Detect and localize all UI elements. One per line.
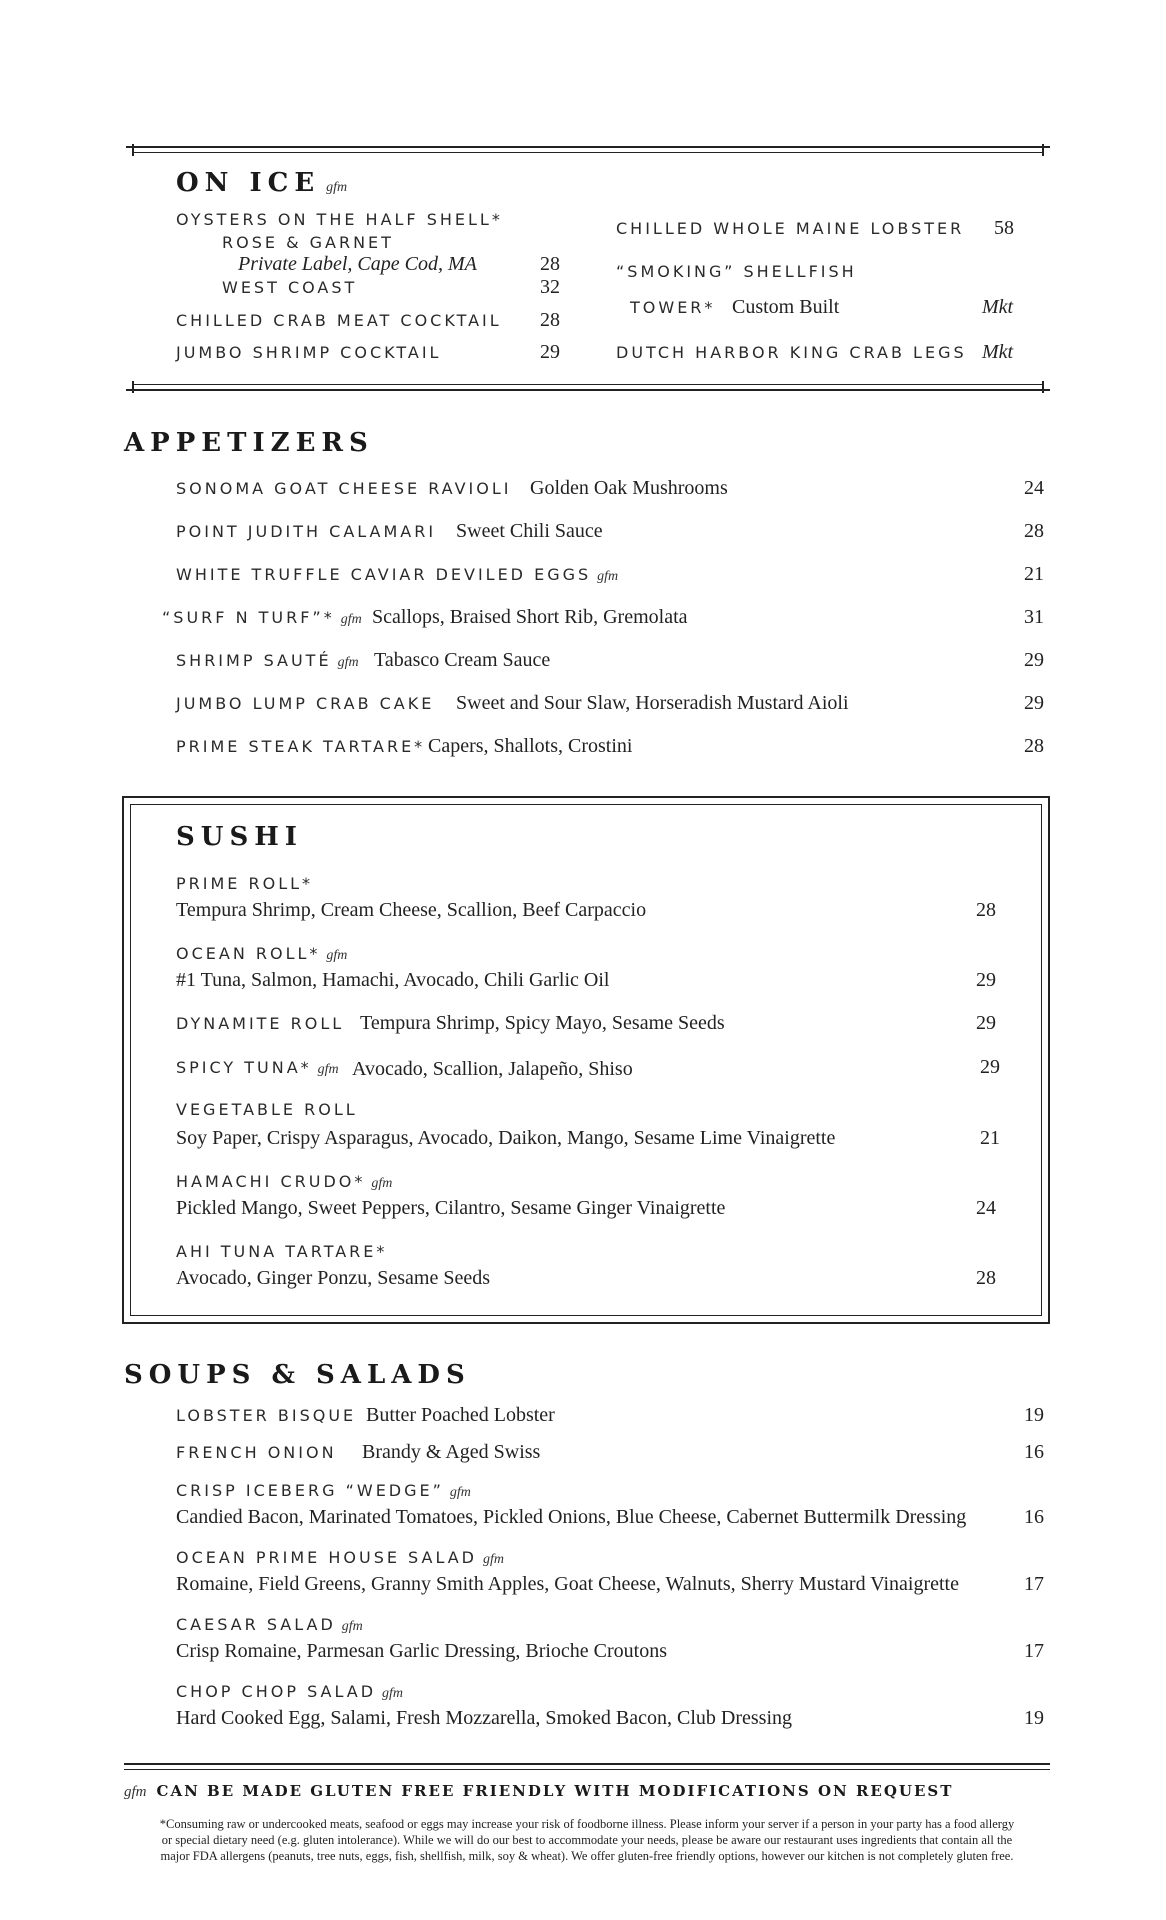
appetizer-name-text: POINT JUDITH CALAMARI (176, 522, 437, 541)
sushi-name (176, 1242, 387, 1261)
soup-salad-price: 16 (1024, 1441, 1044, 1463)
appetizer-desc: Scallops, Braised Short Rib, Gremolata (372, 606, 688, 628)
sushi-name (176, 944, 347, 964)
soup-salad-name (176, 1406, 356, 1425)
soup-salad-name (176, 1481, 471, 1501)
on-ice-top-right-tick (1042, 144, 1044, 156)
gfm-mark: gfm (326, 948, 348, 963)
appetizer-desc: Sweet Chili Sauce (456, 520, 603, 542)
soup-salad-name (176, 1548, 504, 1568)
sushi-name-text: PRIME ROLL* (176, 874, 314, 893)
soup-salad-name-text: FRENCH ONION (176, 1443, 337, 1462)
gfm-mark: gfm (597, 569, 619, 584)
soup-salad-desc: Crisp Romaine, Parmesan Garlic Dressing, Brioche Croutons (176, 1640, 668, 1662)
sushi-desc: #1 Tuna, Salmon, Hamachi, Avocado, Chili Garlic Oil (176, 969, 610, 991)
appetizer-desc: Golden Oak Mushrooms (530, 477, 728, 499)
sushi-price: 28 (976, 899, 996, 921)
soup-salad-name-text: CRISP ICEBERG “WEDGE” (176, 1481, 444, 1500)
tower-name-line1: “SMOKING” SHELLFISH (616, 262, 857, 281)
sushi-name-text: VEGETABLE ROLL (176, 1100, 358, 1119)
gfm-mark: gfm (326, 180, 348, 195)
gfm-mark: gfm (124, 1784, 147, 1800)
lobster-name: CHILLED WHOLE MAINE LOBSTER (616, 219, 965, 238)
tower-desc: Custom Built (732, 296, 840, 318)
appetizer-price: 28 (1024, 520, 1044, 542)
appetizer-name-text: PRIME STEAK TARTARE* (176, 737, 426, 756)
king-crab-price: Mkt (982, 341, 1014, 363)
gfm-notice (124, 1782, 953, 1801)
appetizer-price: 31 (1024, 606, 1044, 628)
soup-salad-desc: Candied Bacon, Marinated Tomatoes, Pickled Onions, Blue Cheese, Cabernet Buttermilk Dressing (176, 1506, 967, 1528)
soup-salad-name (176, 1682, 403, 1702)
on-ice-bottom-rule (126, 389, 1050, 391)
sushi-name-text: AHI TUNA TARTARE* (176, 1242, 388, 1261)
appetizer-price: 28 (1024, 735, 1044, 757)
gfm-notice-text: CAN BE MADE GLUTEN FREE FRIENDLY WITH MODIFICATIONS ON REQUEST (156, 1782, 954, 1800)
appetizer-name (176, 565, 618, 585)
appetizer-name-text: SHRIMP SAUTÉ (176, 651, 332, 670)
crab-cocktail-name: CHILLED CRAB MEAT COCKTAIL (176, 311, 502, 330)
sushi-price: 29 (976, 969, 996, 991)
appetizer-name-text: “SURF N TURF”* (162, 608, 335, 627)
sushi-desc: Tempura Shrimp, Cream Cheese, Scallion, Beef Carpaccio (176, 899, 647, 921)
sushi-name-text: SPICY TUNA* (176, 1058, 312, 1077)
sushi-name-text: HAMACHI CRUDO* (176, 1172, 366, 1191)
appetizer-name (162, 608, 362, 628)
sushi-price: 28 (976, 1267, 996, 1289)
sushi-desc: Avocado, Ginger Ponzu, Sesame Seeds (176, 1267, 491, 1289)
appetizer-name (176, 737, 425, 756)
soup-salad-name-text: CAESAR SALAD (176, 1615, 336, 1634)
on-ice-top-rule (126, 146, 1050, 148)
appetizer-name-text: SONOMA GOAT CHEESE RAVIOLI (176, 479, 512, 498)
appetizer-name-text: JUMBO LUMP CRAB CAKE (176, 694, 435, 713)
gfm-mark: gfm (483, 1552, 504, 1567)
appetizer-name (176, 479, 511, 498)
king-crab-name: DUTCH HARBOR KING CRAB LEGS (616, 343, 967, 362)
sushi-desc: Soy Paper, Crispy Asparagus, Avocado, Daikon, Mango, Sesame Lime Vinaigrette (176, 1127, 836, 1149)
soup-salad-name-text: LOBSTER BISQUE (176, 1406, 357, 1425)
sushi-name (176, 1100, 358, 1119)
crab-cocktail-price: 28 (540, 309, 560, 331)
soup-salad-desc: Romaine, Field Greens, Granny Smith Apples, Goat Cheese, Walnuts, Sherry Mustard Vinaigrette (176, 1573, 959, 1595)
appetizer-desc: Capers, Shallots, Crostini (428, 735, 633, 757)
appetizer-price: 29 (1024, 692, 1044, 714)
appetizer-desc: Tabasco Cream Sauce (374, 649, 551, 671)
footer-rule-bottom (124, 1769, 1050, 1770)
appetizers-title: APPETIZERS (124, 428, 374, 458)
sushi-name (176, 1172, 392, 1192)
oysters-item-name: OYSTERS ON THE HALF SHELL* (176, 210, 503, 229)
appetizer-name-text: WHITE TRUFFLE CAVIAR DEVILED EGGS (176, 565, 592, 584)
sushi-price: 29 (976, 1012, 996, 1034)
disclaimer-line: major FDA allergens (peanuts, tree nuts, eggs, fish, shellfish, milk, soy & wheat). We offer gluten-free friendly options, however our kitchen is not completely gluten free. (160, 1849, 1014, 1863)
appetizer-price: 24 (1024, 477, 1044, 499)
sushi-desc: Pickled Mango, Sweet Peppers, Cilantro, Sesame Ginger Vinaigrette (176, 1197, 726, 1219)
sushi-name-text: OCEAN ROLL* (176, 944, 321, 963)
footer-rule-top (124, 1763, 1050, 1765)
sushi-desc: Avocado, Scallion, Jalapeño, Shiso (352, 1058, 633, 1080)
rose-garnet-price: 28 (540, 253, 560, 275)
on-ice-bottom-rule-thin (132, 384, 1044, 385)
gfm-mark: gfm (341, 1619, 363, 1634)
soup-salad-price: 16 (1024, 1506, 1044, 1528)
appetizer-price: 29 (1024, 649, 1044, 671)
soup-salad-name (176, 1615, 363, 1635)
sushi-name (176, 1058, 339, 1078)
sushi-desc: Tempura Shrimp, Spicy Mayo, Sesame Seeds (360, 1012, 725, 1034)
sushi-title: SUSHI (176, 822, 303, 852)
soup-salad-desc: Brandy & Aged Swiss (362, 1441, 541, 1463)
appetizer-price: 21 (1024, 563, 1044, 585)
disclaimer-line: *Consuming raw or undercooked meats, seafood or eggs may increase your risk of foodborne illness. Please inform your server if a person in your party has a food allergy (159, 1817, 1015, 1831)
appetizer-name (176, 651, 359, 671)
rose-garnet-desc: Private Label, Cape Cod, MA (238, 253, 477, 275)
soup-salad-name (176, 1443, 337, 1462)
shrimp-cocktail-name: JUMBO SHRIMP COCKTAIL (176, 343, 442, 362)
on-ice-top-left-tick (132, 144, 134, 156)
gfm-mark: gfm (317, 1062, 339, 1077)
sushi-name (176, 874, 313, 893)
sushi-name (176, 1014, 344, 1033)
lobster-price: 58 (994, 217, 1014, 239)
on-ice-bottom-right-tick (1042, 381, 1044, 393)
tower-price: Mkt (982, 296, 1014, 318)
soup-salad-price: 19 (1024, 1707, 1044, 1729)
on-ice-bottom-left-tick (132, 381, 134, 393)
tower-name-line2: TOWER* (630, 298, 716, 317)
gfm-mark: gfm (340, 612, 362, 627)
soup-salad-desc: Hard Cooked Egg, Salami, Fresh Mozzarella, Smoked Bacon, Club Dressing (176, 1707, 792, 1729)
sushi-price: 29 (980, 1056, 1000, 1078)
soup-salad-price: 19 (1024, 1404, 1044, 1426)
appetizer-desc: Sweet and Sour Slaw, Horseradish Mustard Aioli (456, 692, 849, 714)
soup-salad-desc: Butter Poached Lobster (366, 1404, 555, 1426)
gfm-mark: gfm (382, 1686, 404, 1701)
disclaimer-line: or special dietary need (e.g. gluten intolerance). While we will do our best to accommodate your needs, please be aware our restaurant uses ingredients that contain all the (161, 1833, 1013, 1847)
soup-salad-price: 17 (1024, 1640, 1044, 1662)
soup-salad-price: 17 (1024, 1573, 1044, 1595)
west-coast-price: 32 (540, 276, 560, 298)
on-ice-top-rule-thin (132, 152, 1044, 153)
shrimp-cocktail-price: 29 (540, 341, 560, 363)
rose-garnet-name: ROSE & GARNET (222, 233, 394, 252)
west-coast-name: WEST COAST (222, 278, 358, 297)
gfm-mark: gfm (449, 1485, 471, 1500)
soup-salad-name-text: OCEAN PRIME HOUSE SALAD (176, 1548, 477, 1567)
sushi-price: 24 (976, 1197, 996, 1219)
appetizer-name (176, 694, 434, 713)
sushi-price: 21 (980, 1127, 1000, 1149)
soup-salad-name-text: CHOP CHOP SALAD (176, 1682, 377, 1701)
on-ice-title-text: ON ICE (176, 168, 321, 198)
appetizer-name (176, 522, 436, 541)
gfm-mark: gfm (337, 655, 359, 670)
on-ice-title (176, 168, 347, 198)
gfm-mark: gfm (371, 1176, 393, 1191)
sushi-name-text: DYNAMITE ROLL (176, 1014, 345, 1033)
soups-salads-title: SOUPS & SALADS (124, 1360, 471, 1390)
allergy-disclaimer (124, 1816, 1050, 1864)
